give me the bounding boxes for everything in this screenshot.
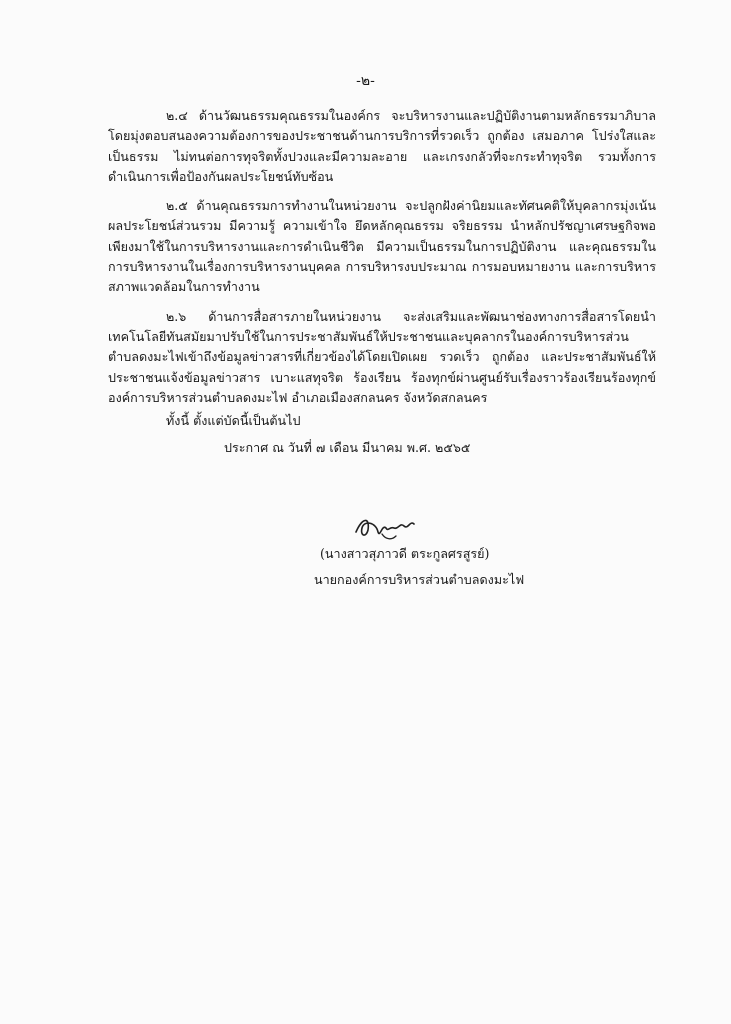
paragraph-2-4: ๒.๔ ด้านวัฒนธรรมคุณธรรมในองค์กร จะบริหารงานและปฏิบัติงานตามหลักธรรมาภิบาล โดยมุ่งตอบสนองความต้องการของประชาชนด้านการบริการที่รวดเร็ว ถูกต้อง เสมอภาค โปร่งใสและเป็นธรรม ไม่ทนต่อการทุจริตทั้งปวงและมีความละอาย และเกรงกลัวที่จะกระทำทุจริต รวมทั้งการดำเนินการเพื่อป้องกันผลประโยชน์ทับซ้อน xyxy=(108,108,656,184)
document-body xyxy=(108,106,656,408)
paragraph-2-5: ๒.๕ ด้านคุณธรรมการทำงานในหน่วยงาน จะปลูกฝังค่านิยมและทัศนคติให้บุคลากรมุ่งเน้นผลประโยชน์ส่วนรวม มีความรู้ ความเข้าใจ ยึดหลักคุณธรรม จริยธรรม นำหลักปรัชญาเศรษฐกิจพอเพียงมาใช้ในการบริหารงานและการดำเนินชีวิต มีความเป็นธรรมในการปฏิบัติงาน และคุณธรรมในการบริหารงานในเรื่องการบริหารงานบุคคล การบริหารงบประมาณ การมอบหมายงาน และการบริหารสภาพแวดล้อมในการทำงาน xyxy=(108,198,656,295)
signer-title: นายกองค์การบริหารส่วนตำบลดงมะไฟ xyxy=(314,572,525,587)
effective-statement: ทั้งนี้ ตั้งแต่บัดนี้เป็นต้นไป xyxy=(166,413,301,428)
page-number: -๒- xyxy=(356,73,375,89)
signer-name: (นางสาวสุภาวดี ตระกูลศรสูรย์) xyxy=(320,546,490,561)
paragraph-2-6: ๒.๖ ด้านการสื่อสารภายในหน่วยงาน จะส่งเสริมและพัฒนาช่องทางการสื่อสารโดยนำเทคโนโลยีทันสมัยมาปรับใช้ในการประชาสัมพันธ์ให้ประชาชนและบุคลากรในองค์การบริหารส่วนตำบลดงมะไฟเข้าถึงข้อมูลข่าวสารที่เกี่ยวข้องได้โดยเปิดเผย รวดเร็ว ถูกต้อง และประชาสัมพันธ์ให้ประชาชนแจ้งข้อมูลข่าวสาร เบาะแสทุจริต ร้องเรียน ร้องทุกข์ผ่านศูนย์รับเรื่องราวร้องเรียนร้องทุกข์องค์การบริหารส่วนตำบลดงมะไฟ อำเภอเมืองสกลนคร จังหวัดสกลนคร xyxy=(108,308,656,405)
announcement-date: ประกาศ ณ วันที่ ๗ เดือน มีนาคม พ.ศ. ๒๕๖๕ xyxy=(224,440,471,455)
signature-image xyxy=(352,510,422,542)
